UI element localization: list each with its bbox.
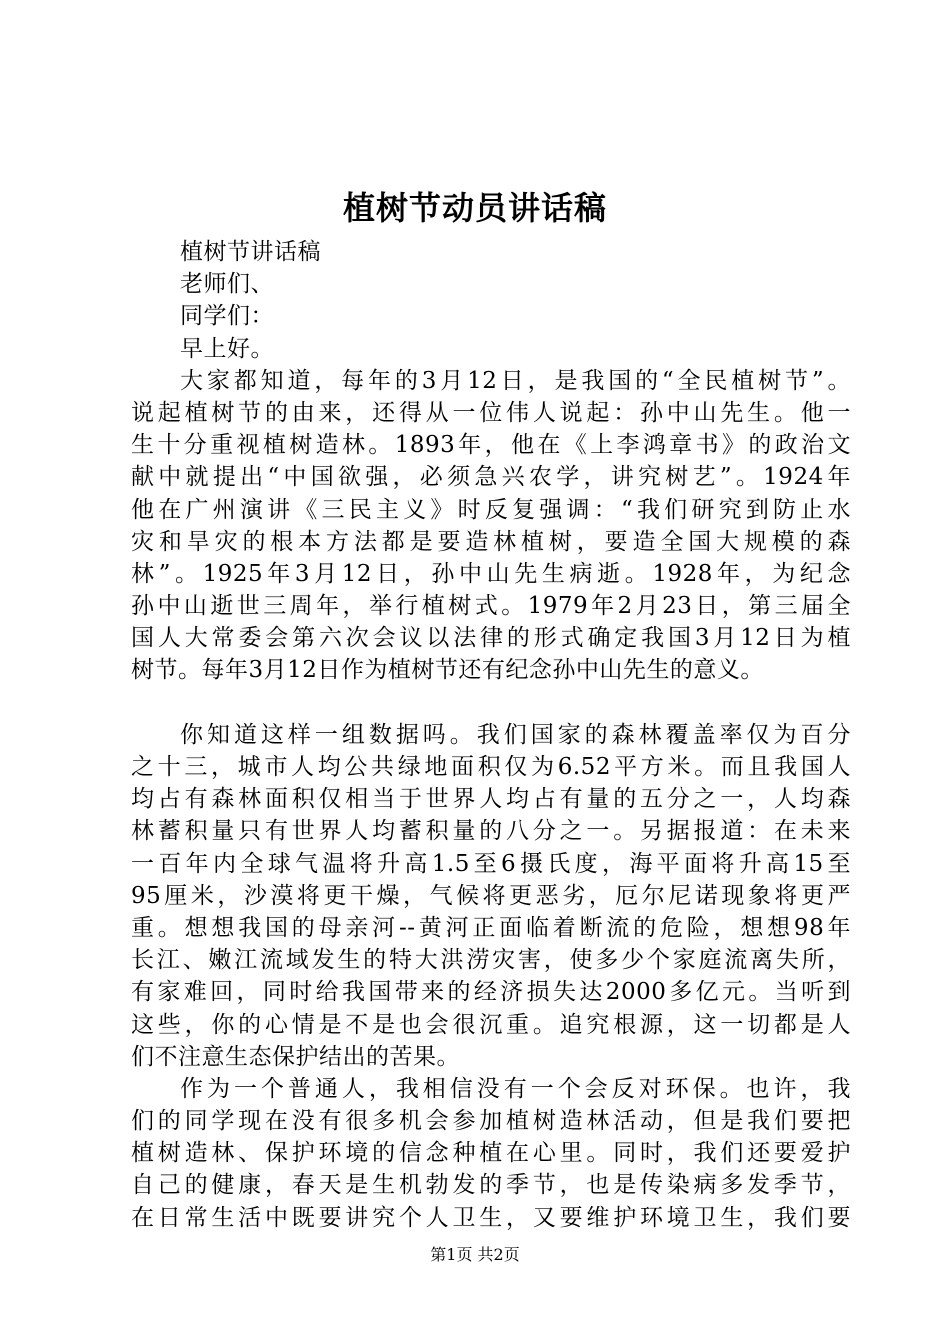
paragraph-line: 大家都知道，每年的3月12日，是我国的“全民植树节”。 bbox=[180, 367, 851, 394]
paragraph-line: 灾和旱灾的根本方法都是要造林植树，要造全国大规模的森 bbox=[131, 528, 851, 555]
paragraph-line: 献中就提出“中国欲强，必须急兴农学，讲究树艺”。1924年 bbox=[131, 464, 851, 491]
paragraph-line: 国人大常委会第六次会议以法律的形式确定我国3月12日为植 bbox=[131, 625, 851, 652]
paragraph-line: 孙中山逝世三周年，举行植树式。1979年2月23日，第三届全 bbox=[131, 593, 851, 620]
paragraph-line: 作为一个普通人，我相信没有一个会反对环保。也许，我 bbox=[180, 1075, 851, 1102]
paragraph-line: 在日常生活中既要讲究个人卫生，又要维护环境卫生，我们要 bbox=[131, 1204, 851, 1231]
paragraph-line: 重。想想我国的母亲河--黄河正面临着断流的危险，想想98年 bbox=[131, 914, 851, 941]
paragraph-line: 植树造林、保护环境的信念种植在心里。同时，我们还要爱护 bbox=[131, 1140, 851, 1167]
paragraph-line: 林蓄积量只有世界人均蓄积量的八分之一。另据报道：在未来 bbox=[131, 818, 851, 845]
text-line: 植树节讲话稿 bbox=[180, 239, 321, 265]
paragraph-line: 自己的健康，春天是生机勃发的季节，也是传染病多发季节， bbox=[131, 1172, 851, 1199]
paragraph-line: 他在广州演讲《三民主义》时反复强调：“我们研究到防止水 bbox=[131, 496, 851, 523]
document-title: 植树节动员讲话稿 bbox=[342, 189, 607, 227]
text-line: 同学们： bbox=[180, 303, 274, 330]
paragraph-gap bbox=[131, 687, 851, 719]
paragraph-line: 说起植树节的由来，还得从一位伟人说起：孙中山先生。他一 bbox=[131, 399, 851, 426]
paragraph-line: 你知道这样一组数据吗。我们国家的森林覆盖率仅为百分 bbox=[180, 721, 851, 748]
paragraph-line: 生十分重视植树造林。1893年，他在《上李鸿章书》的政治文 bbox=[131, 432, 851, 459]
paragraph-line: 95厘米，沙漠将更干燥，气候将更恶劣，厄尔尼诺现象将更严 bbox=[131, 882, 851, 909]
text-line: 老师们、 bbox=[180, 271, 274, 298]
page-footer: 第1页 共2页 bbox=[430, 1245, 520, 1264]
paragraph-line: 们的同学现在没有很多机会参加植树造林活动，但是我们要把 bbox=[131, 1108, 851, 1135]
paragraph-line: 有家难回，同时给我国带来的经济损失达2000多亿元。当听到 bbox=[131, 979, 851, 1006]
document-body bbox=[131, 236, 851, 1234]
paragraph-line: 们不注意生态保护结出的苦果。 bbox=[131, 1043, 460, 1070]
paragraph-line: 长江、嫩江流域发生的特大洪涝灾害，使多少个家庭流离失所， bbox=[131, 947, 851, 974]
text-line: 早上好。 bbox=[180, 335, 274, 362]
paragraph-line: 林”。1925年3月12日，孙中山先生病逝。1928年，为纪念 bbox=[131, 560, 851, 587]
paragraph-line: 这些，你的心情是不是也会很沉重。追究根源，这一切都是人 bbox=[131, 1011, 851, 1038]
paragraph-line: 均占有森林面积仅相当于世界人均占有量的五分之一，人均森 bbox=[131, 786, 851, 813]
paragraph-line: 树节。每年3月12日作为植树节还有纪念孙中山先生的意义。 bbox=[131, 657, 764, 684]
paragraph-line: 一百年内全球气温将升高1.5至6摄氏度，海平面将升高15至 bbox=[131, 850, 851, 877]
paragraph-line: 之十三，城市人均公共绿地面积仅为6.52平方米。而且我国人 bbox=[131, 754, 851, 780]
